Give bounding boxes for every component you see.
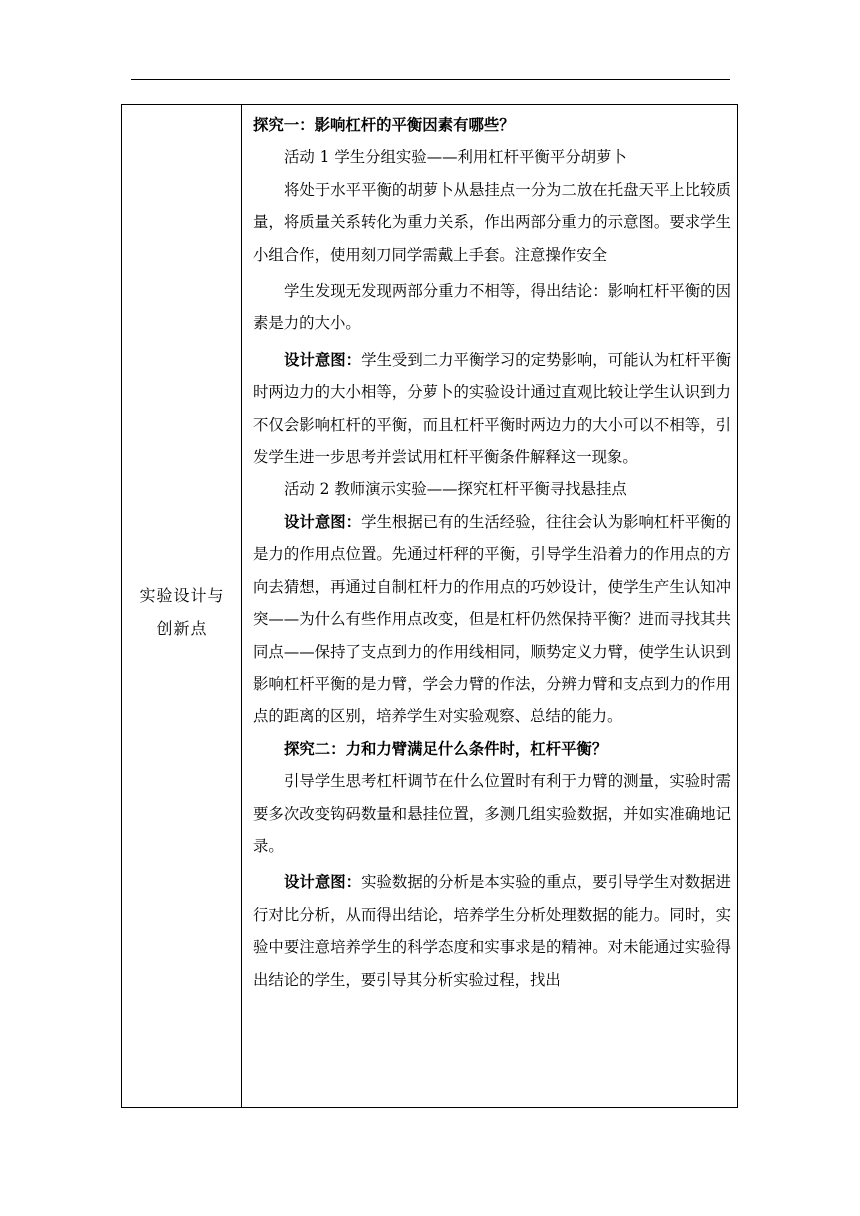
design-intent-text-1: 学生受到二力平衡学习的定势影响，可能认为杠杆平衡时两边力的大小相等，分萝卜的实验设计通过直观比较让学生认识到力不仅会影响杠杆的平衡，而且杠杆平衡时两边力的大小可以不相等，引发学生进一步思考并尝试用杠杆平衡条件解释这一现象。 — [253, 350, 731, 467]
design-intent-label: 设计意图： — [284, 512, 362, 531]
design-intent-label: 设计意图： — [284, 873, 362, 892]
design-intent-text-2: 学生根据已有的生活经验，往往会认为影响杠杆平衡的是力的作用点位置。先通过杆秤的平衡，引导学生沿着力的作用点的方向去猜想，再通过自制杠杆力的作用点的巧妙设计，使学生产生认知冲突——为什么有些作用点改变，但是杠杆仍然保持平衡？进而寻找其共同点——保持了支点到力的作用线相同，顺势定义力臂，使学生认识到影响杠杆平衡的是力臂，学会力臂的作法，分辨力臂和支点到力的作用点的距离的区别，培养学生对实验观察、总结的能力。 — [253, 512, 731, 726]
design-intent-1 — [253, 344, 731, 474]
section-heading-1: 探究一：影响杠杆的平衡因素有哪些？ — [253, 116, 515, 134]
section-heading-2: 探究二：力和力臂满足什么条件时，杠杆平衡？ — [284, 739, 608, 758]
row-label — [122, 579, 242, 645]
design-intent-3 — [253, 866, 731, 996]
design-intent-label: 设计意图： — [284, 350, 362, 369]
content-table — [121, 104, 738, 1108]
header-rule — [131, 79, 730, 80]
content-cell — [242, 105, 737, 1107]
paragraph-2: 学生发现无发现两部分重力不相等，得出结论：影响杠杆平衡的因素是力的大小。 — [253, 282, 731, 333]
design-intent-2 — [253, 506, 731, 733]
row-label-line-1: 实验设计与 — [139, 586, 225, 605]
row-label-line-2: 创新点 — [156, 619, 208, 638]
activity-1-title: 活动 1 学生分组实验——利用杠杆平衡平分胡萝卜 — [284, 148, 627, 167]
activity-2-title: 活动 2 教师演示实验——探究杠杆平衡寻找悬挂点 — [284, 480, 627, 499]
row-label-cell — [122, 105, 242, 1107]
design-intent-text-3: 实验数据的分析是本实验的重点，要引导学生对数据进行对比分析，从而得出结论，培养学生分析处理数据的能力。同时，实验中要注意培养学生的科学态度和实事求是的精神。对未能通过实验得出结论的学生，要引导其分析实验过程，找出 — [253, 873, 731, 989]
paragraph-3: 引导学生思考杠杆调节在什么位置时有利于力臂的测量，实验时需要多次改变钩码数量和悬挂位置，多测几组实验数据，并如实准确地记录。 — [253, 772, 731, 855]
paragraph-1: 将处于水平平衡的胡萝卜从悬挂点一分为二放在托盘天平上比较质量，将质量关系转化为重力关系，作出两部分重力的示意图。要求学生小组合作，使用刻刀同学需戴上手套。注意操作安全 — [253, 180, 731, 264]
